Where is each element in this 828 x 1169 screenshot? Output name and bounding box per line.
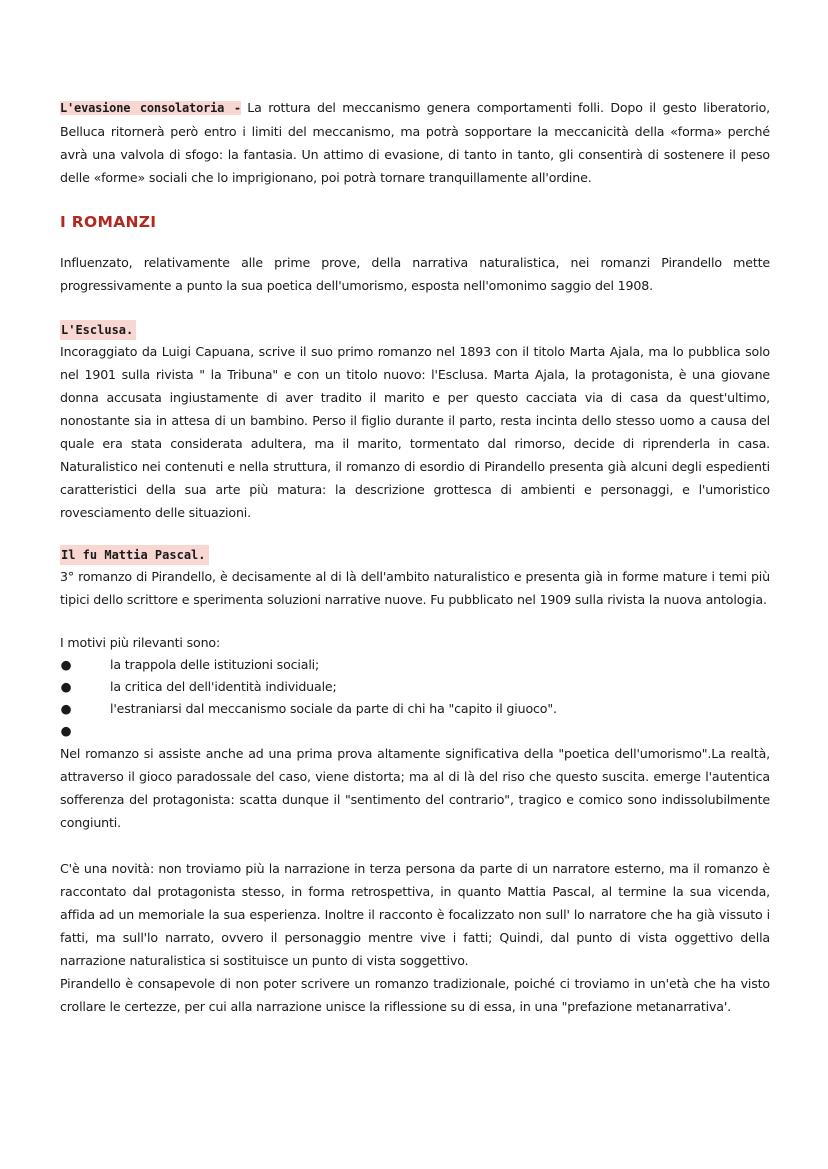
intro-text: La rottura del meccanismo genera comportamenti folli. Dopo il gesto liberatorio, Belluca ritornerà però entro i limiti del meccanismo, ma potrà sopportare la meccanicità della «forma» perché avrà una valvola di sfogo: la fantasia. Un attimo di evasione, di tanto in tanto, gli consentirà di sostenere il peso delle «forme» sociali che lo imprigionano, poi potrà tornare tranquillamente all'ordine.	[60, 100, 770, 185]
novita-paragraph: C'è una novità: non troviamo più la narrazione in terza persona da parte di un narratore esterno, ma il romanzo è raccontato dal protagonista stesso, in forma retrospettiva, in quanto Mattia Pascal, al termine la sua vicenda, affida ad un memoriale la sua esperienza. Inoltre il racconto è focalizzato non sull' lo narratore che ha già vissuto i fatti, ma sull'lo narrato, ovvero il personaggio mentre vive i fatti; Quindi, dal punto di vista oggettivo della narrazione naturalistica si sostituisce un punto di vista soggettivo.	[60, 861, 770, 968]
motivi-intro: I motivi più rilevanti sono:	[60, 635, 221, 650]
list-item	[60, 720, 770, 742]
section-intro: Influenzato, relativamente alle prime prove, della narrativa naturalistica, nei romanzi Pirandello mette progressivamente a punto la sua poetica dell'umorismo, esposta nell'omonimo saggio del 1908.	[60, 255, 770, 293]
intro-label: L'evasione consolatoria -	[60, 101, 241, 115]
bullet-icon: ●	[60, 679, 72, 694]
bullet-icon: ●	[60, 701, 72, 716]
bullet-icon: ●	[60, 723, 72, 738]
section-title: I ROMANZI	[60, 213, 157, 231]
esclusa-title-row	[60, 319, 770, 340]
consapevole-paragraph: Pirandello è consapevole di non poter scrivere un romanzo tradizionale, poiché ci troviamo in un'età che ha visto crollare le certezze, per cui alla narrazione unisce la riflessione su di essa, in una "prefazione metanarrativa'.	[60, 976, 770, 1014]
mattia-paragraph: 3° romanzo di Pirandello, è decisamente al di là dell'ambito naturalistico e presenta già in forme mature i temi più tipici dello scrittore e sperimenta soluzioni narrative nuove. Fu pubblicato nel 1909 sulla rivista la nuova antologia.	[60, 569, 770, 607]
list-item: ● la trappola delle istituzioni sociali;	[60, 654, 770, 676]
bullet-icon: ●	[60, 657, 72, 672]
esclusa-paragraph: Incoraggiato da Luigi Capuana, scrive il suo primo romanzo nel 1893 con il titolo Marta Ajala, ma lo pubblica solo nel 1901 sulla rivista " la Tribuna" e con un titolo nuovo: l'Esclusa. Marta Ajala, la protagonista, è una giovane donna accusata ingiustamente di aver tradito il marito e per questo cacciata via di casa da quest'ultimo, nonostante sia in attesa di un bambino. Perso il figlio durante il parto, resta incinta dello stesso uomo a causa del quale era stata considerata adultera, ma il marito, tormentato dal rimorso, decide di riprenderla in casa. Naturalistico nei contenuti e nella struttura, il romanzo di esordio di Pirandello presenta già alcuni degli espedienti caratteristici della sua arte più matura: la descrizione grottesca di ambienti e personaggi, e l'umoristico rovesciamento delle situazioni.	[60, 344, 770, 520]
umorismo-paragraph: Nel romanzo si assiste anche ad una prima prova altamente significativa della "poetica dell'umorismo".La realtà, attraverso il gioco paradossale del caso, viene distorta; ma al di là del riso che questo suscita. emerge l'autentica sofferenza del protagonista: scatta dunque il "sentimento del contrario", tragico e comico sono indissolubilmente congiunti.	[60, 746, 770, 830]
esclusa-title: L'Esclusa.	[60, 320, 136, 340]
intro-paragraph	[60, 96, 770, 189]
mattia-title-row	[60, 544, 770, 565]
motivi-list	[60, 654, 770, 742]
list-item: ● l'estraniarsi dal meccanismo sociale da parte di chi ha "capito il giuoco".	[60, 698, 770, 720]
mattia-title: Il fu Mattia Pascal.	[60, 545, 209, 565]
list-item: ● la critica del dell'identità individuale;	[60, 676, 770, 698]
